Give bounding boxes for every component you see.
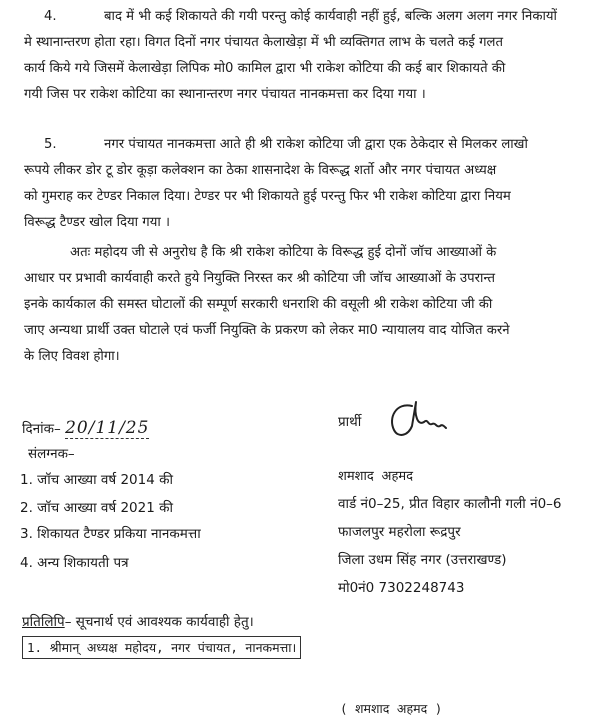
enclosure-item: 3. शिकायत टैण्डर प्रकिया नानकमत्ता bbox=[20, 526, 201, 542]
paragraph-5 bbox=[24, 132, 580, 236]
applicant-name: शमशाद अहमद bbox=[338, 469, 414, 484]
paragraph-number: 4. bbox=[44, 9, 57, 24]
date-line bbox=[22, 418, 149, 438]
address-line-1: वार्ड नं0–25, प्रीत विहार कालौनी गली नं0–6 bbox=[338, 496, 562, 512]
applicant-label: प्रार्थी bbox=[338, 414, 362, 430]
para4-line-1: बाद में भी कई शिकायते की गयी परन्तु कोई कार्यवाही नहीं हुई, बल्कि अलग अलग नगर निकायों bbox=[104, 9, 557, 24]
para4-line-2: मे स्थानान्तरण होता रहा। विगत दिनों नगर पंचायत केलाखेड़ा में भी व्यक्तिगत लाभ के चलते कई गलत bbox=[24, 35, 503, 50]
enclosure-item: 2. जॉच आख्या वर्ष 2021 की bbox=[20, 500, 173, 516]
conclusion-line-5: के लिए विवश होगा। bbox=[24, 349, 120, 364]
copy-text: – सूचनार्थ एवं आवश्यक कार्यवाही हेतु। bbox=[64, 614, 254, 630]
handwritten-date: 20/11/25 bbox=[65, 418, 150, 438]
enclosure-item: 4. अन्य शिकायती पत्र bbox=[20, 555, 129, 571]
para4-line-3: कार्य किये गये जिसमें केलाखेड़ा लिपिक मो0 कामिल द्वारा भी राकेश कोटिया की कई बार शिकायते की bbox=[24, 61, 506, 76]
copy-item: 1. श्रीमान् अध्यक्ष महोदय, नगर पंचायत, नानकमत्ता। bbox=[22, 636, 301, 659]
address-line-2: फाजलपुर महरोला रूद्रपुर bbox=[338, 524, 461, 540]
conclusion-paragraph bbox=[24, 240, 580, 370]
address-line-3: जिला उधम सिंह नगर (उत्तराखण्ड) bbox=[338, 552, 507, 568]
conclusion-line-2: आधार पर प्रभावी कार्यवाही करते हुये नियुक्ति निरस्त कर श्री कोटिया जी जॉच आख्याओं के उपरान्त bbox=[24, 271, 495, 286]
date-label: दिनांक– bbox=[22, 421, 61, 437]
copy-label: प्रतिलिपि bbox=[22, 614, 65, 630]
applicant-mobile: मो0नं0 7302248743 bbox=[338, 580, 465, 596]
enclosures-label: संलग्नक– bbox=[28, 446, 75, 462]
paragraph-4 bbox=[24, 4, 580, 108]
conclusion-line-4: जाए अन्यथा प्रार्थी उक्त घोटाले एवं फर्जी नियुक्ति के प्रकरण को लेकर मा0 न्यायालय वाद योजित करने bbox=[24, 323, 510, 338]
para5-line-1: नगर पंचायत नानकमत्ता आते ही श्री राकेश कोटिया जी द्वारा एक ठेकेदार से मिलकर लाखो bbox=[104, 137, 528, 152]
conclusion-line-3: इनके कार्यकाल की समस्त घोटालों की सम्पूर्ण सरकारी धनराशि की वसूली श्री राकेश कोटिया जी की bbox=[24, 297, 493, 312]
para5-line-4: विरूद्ध टैण्डर खोल दिया गया । bbox=[24, 215, 170, 230]
copy-line bbox=[22, 612, 254, 630]
para4-line-4: गयी जिस पर राकेश कोटिया का स्थानान्तरण नगर पंचायत नानकमत्ता कर दिया गया । bbox=[24, 87, 426, 102]
conclusion-line-1: अतः महोदय जी से अनुरोध है कि श्री राकेश कोटिया के विरूद्ध हुई दोनों जॉच आख्याओं के bbox=[70, 245, 497, 260]
paragraph-number: 5. bbox=[44, 137, 57, 152]
para5-line-2: रूपये लीकर डोर टू डोर कूड़ा कलेक्शन का ठेका शासनादेश के विरूद्ध शर्तो और नगर पंचायत अध्यक्ष bbox=[24, 163, 497, 178]
enclosure-item: 1. जॉच आख्या वर्ष 2014 की bbox=[20, 472, 173, 488]
signature-icon bbox=[382, 396, 452, 442]
bottom-signatory-name: ( शमशाद अहमद ) bbox=[340, 701, 443, 716]
para5-line-3: को गुमराह कर टेण्डर निकाल दिया। टेण्डर पर भी शिकायते हुई परन्तु फिर भी राकेश कोटिया द्वारा नियम bbox=[24, 189, 511, 204]
